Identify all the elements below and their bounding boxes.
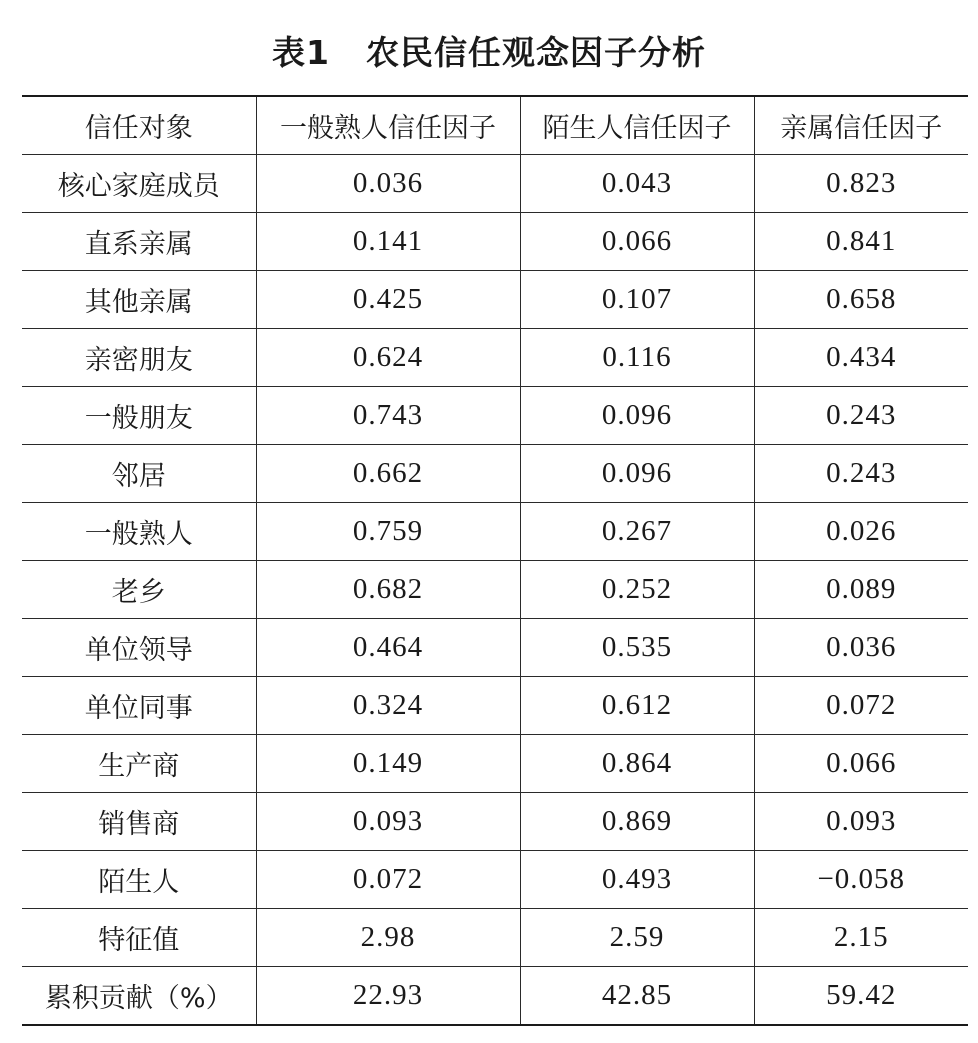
- table-cell: 0.682: [256, 561, 520, 619]
- column-header-acquaintance-factor: 一般熟人信任因子: [256, 96, 520, 155]
- table-cell: 0.149: [256, 735, 520, 793]
- row-label: 累积贡献（%）: [22, 967, 256, 1026]
- table-cell: 0.658: [754, 271, 968, 329]
- column-header-stranger-factor: 陌生人信任因子: [520, 96, 754, 155]
- table-row: [22, 445, 968, 503]
- table-cell: 0.141: [256, 213, 520, 271]
- row-label: 老乡: [22, 561, 256, 619]
- table-row: [22, 503, 968, 561]
- table-cell: 0.743: [256, 387, 520, 445]
- table-cell: 42.85: [520, 967, 754, 1026]
- table-cell: 0.493: [520, 851, 754, 909]
- table-row: [22, 735, 968, 793]
- table-cell: 0.093: [754, 793, 968, 851]
- table-cell: 0.535: [520, 619, 754, 677]
- table-row: [22, 155, 968, 213]
- table-cell: 0.434: [754, 329, 968, 387]
- table-cell: 0.066: [754, 735, 968, 793]
- table-row: [22, 271, 968, 329]
- table-cell: 2.98: [256, 909, 520, 967]
- table-cell: 22.93: [256, 967, 520, 1026]
- table-cell: 0.267: [520, 503, 754, 561]
- table-cell: 0.425: [256, 271, 520, 329]
- table-row: [22, 387, 968, 445]
- table-cell: 0.869: [520, 793, 754, 851]
- table-cell: 0.612: [520, 677, 754, 735]
- table-cell: 0.759: [256, 503, 520, 561]
- row-label: 其他亲属: [22, 271, 256, 329]
- table-cell: −0.058: [754, 851, 968, 909]
- table-cell: 0.243: [754, 387, 968, 445]
- table-cell: 0.036: [754, 619, 968, 677]
- table-row: [22, 329, 968, 387]
- table-cell: 0.096: [520, 387, 754, 445]
- table-row: [22, 677, 968, 735]
- table-cell: 0.324: [256, 677, 520, 735]
- table-cell: 0.036: [256, 155, 520, 213]
- row-label: 一般朋友: [22, 387, 256, 445]
- row-label: 单位同事: [22, 677, 256, 735]
- row-label: 生产商: [22, 735, 256, 793]
- table-cell: 0.043: [520, 155, 754, 213]
- table-cell: 0.243: [754, 445, 968, 503]
- row-label: 亲密朋友: [22, 329, 256, 387]
- row-label: 直系亲属: [22, 213, 256, 271]
- table-header-row: [22, 96, 968, 155]
- table-cell: 0.464: [256, 619, 520, 677]
- table-cell: 0.066: [520, 213, 754, 271]
- table-cell: 0.072: [256, 851, 520, 909]
- column-header-kin-factor: 亲属信任因子: [754, 96, 968, 155]
- table-row: [22, 619, 968, 677]
- table-cell: 0.089: [754, 561, 968, 619]
- table-cell: 0.072: [754, 677, 968, 735]
- table-cell: 0.252: [520, 561, 754, 619]
- row-label: 核心家庭成员: [22, 155, 256, 213]
- table-row: [22, 793, 968, 851]
- table-cell: 0.026: [754, 503, 968, 561]
- row-label: 单位领导: [22, 619, 256, 677]
- table-cell: 59.42: [754, 967, 968, 1026]
- table-cell: 0.107: [520, 271, 754, 329]
- table-caption: 农民信任观念因子分析: [365, 33, 706, 72]
- table-cell: 0.864: [520, 735, 754, 793]
- column-header-trust-object: 信任对象: [22, 96, 256, 155]
- table-cell: 2.15: [754, 909, 968, 967]
- row-label: 陌生人: [22, 851, 256, 909]
- row-label: 邻居: [22, 445, 256, 503]
- table-cell: 2.59: [520, 909, 754, 967]
- row-label: 特征值: [22, 909, 256, 967]
- factor-analysis-table: [22, 95, 968, 1026]
- table-cell: 0.093: [256, 793, 520, 851]
- row-label: 一般熟人: [22, 503, 256, 561]
- table-cell: 0.096: [520, 445, 754, 503]
- table-cell: 0.662: [256, 445, 520, 503]
- table-cell: 0.823: [754, 155, 968, 213]
- table-title: [0, 28, 978, 78]
- table-cell: 0.116: [520, 329, 754, 387]
- row-label: 销售商: [22, 793, 256, 851]
- table-cell: 0.841: [754, 213, 968, 271]
- table-row: [22, 967, 968, 1026]
- table-body: [22, 155, 968, 1026]
- table-row: [22, 561, 968, 619]
- table-row: [22, 213, 968, 271]
- table-row: [22, 909, 968, 967]
- table-cell: 0.624: [256, 329, 520, 387]
- table-number: 表1: [272, 33, 330, 72]
- table-row: [22, 851, 968, 909]
